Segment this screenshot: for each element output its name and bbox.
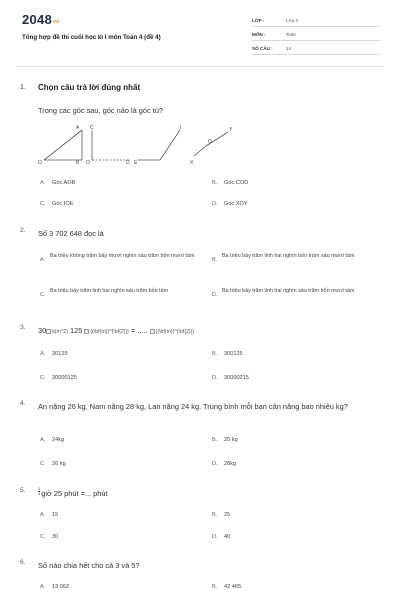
option-text: Góc COD	[224, 180, 249, 186]
option-label: D.	[212, 375, 218, 381]
broken-image-m2-b: {(\bf{m})^{\bf{2}}}	[150, 326, 195, 339]
option-text: 13 062	[52, 584, 70, 590]
q2-option-c[interactable]	[40, 287, 210, 307]
question-text	[38, 487, 368, 500]
broken-image-m2-a: {(\bf{m})^{\bf{2}}}	[84, 326, 129, 339]
q5-option-d[interactable]	[212, 534, 230, 540]
option-label: C.	[40, 534, 46, 540]
figure-label-c: C	[90, 125, 94, 131]
option-text: 300125	[224, 351, 243, 357]
option-label: A.	[40, 180, 46, 186]
figure-label-o1: O	[38, 160, 42, 166]
figure-label-o3: O	[208, 139, 212, 145]
meta-class	[252, 16, 380, 27]
document-title: Tổng hợp đề thi cuối học kì I môn Toán 4 (đề 4)	[22, 34, 161, 41]
figure-label-d: D	[126, 160, 130, 166]
option-label: C.	[40, 201, 46, 207]
header-divider	[16, 66, 384, 67]
option-label: A.	[40, 584, 46, 590]
option-text: Ba triệu bảy trăm linh hai nghìn bốn trăm sáu mươi tám	[222, 253, 355, 259]
q5-option-c[interactable]	[40, 534, 58, 540]
option-text: Ba triệu bảy trăm linh hai nghìn sáu trăm bốn mươi tám	[222, 288, 355, 294]
q1-option-b[interactable]	[212, 180, 248, 186]
q3-text-start: 30	[38, 326, 47, 335]
meta-count-key: SỐ CÂU :	[252, 46, 273, 51]
figure-label-x: X	[190, 160, 194, 166]
question-text: Số 3 702 648 đọc là	[38, 229, 104, 238]
fraction: $\frac{1}{4}$	[38, 486, 41, 496]
meta-class-key: LỚP :	[252, 18, 265, 23]
option-label: B.	[212, 180, 218, 186]
figure-label-y: Y	[229, 127, 233, 133]
option-label: B.	[212, 512, 218, 518]
q1-option-a[interactable]	[40, 180, 75, 186]
option-text: 25 kg	[224, 437, 238, 443]
q3-text-mid: 125	[67, 326, 85, 335]
question-number: 3.	[20, 324, 26, 331]
figure-label-b: B	[76, 160, 80, 166]
q4-option-a[interactable]	[40, 437, 64, 443]
angles-figure	[30, 120, 260, 176]
q3-option-a[interactable]	[40, 351, 68, 357]
option-text: 26 kg	[52, 461, 66, 467]
brand-suffix: vn	[53, 19, 60, 25]
question-number: 5.	[20, 487, 26, 494]
option-text: 42 465	[224, 584, 242, 590]
meta-subject-value: Toán	[286, 32, 296, 37]
option-label: C.	[40, 292, 46, 298]
option-text: Ba triệu bảy trăm linh hai nghìn sáu trăm bốn tám	[50, 288, 169, 294]
option-label: B.	[212, 437, 218, 443]
brand-name: 2048	[22, 12, 53, 27]
broken-image-km2: k{m^2}	[46, 326, 68, 339]
figure-label-a: A	[76, 125, 80, 131]
q2-option-a[interactable]	[40, 252, 210, 272]
q3-option-b[interactable]	[212, 351, 243, 357]
option-text: 24kg	[52, 437, 65, 443]
meta-subject	[252, 30, 380, 41]
option-label: D.	[212, 461, 218, 467]
option-label: D.	[212, 292, 218, 298]
q3-option-d[interactable]	[212, 375, 249, 381]
option-text: Góc AOB	[52, 180, 76, 186]
option-label: A.	[40, 437, 46, 443]
q6-option-b[interactable]	[212, 584, 241, 590]
option-label: C.	[40, 461, 46, 467]
meta-count-value: 14	[286, 46, 292, 51]
question-text	[38, 324, 368, 339]
figure-label-o2: O	[86, 160, 90, 166]
section-number: 1.	[20, 84, 26, 91]
option-text: 25	[224, 512, 231, 518]
option-text: 30000215	[224, 375, 249, 381]
q4-option-c[interactable]	[40, 461, 66, 467]
question-text: Số nào chia hết cho cả 3 và 5?	[38, 561, 140, 570]
q5-option-b[interactable]	[212, 512, 230, 518]
q1-option-d[interactable]	[212, 201, 248, 207]
q3-text-end: = .....	[128, 326, 150, 335]
figure-label-i: I	[180, 125, 182, 131]
option-label: B.	[212, 351, 218, 357]
option-label: B.	[212, 584, 218, 590]
option-text: 30125	[52, 351, 68, 357]
section-title: Chọn câu trả lời đúng nhất	[38, 83, 141, 92]
option-label: B.	[212, 257, 218, 263]
option-text: Góc IOE	[52, 201, 74, 207]
q5-option-a[interactable]	[40, 512, 58, 518]
q2-option-b[interactable]	[212, 252, 382, 272]
option-label: A.	[40, 351, 46, 357]
option-text: 15	[52, 512, 59, 518]
q1-option-c[interactable]	[40, 201, 73, 207]
option-text: 30	[52, 534, 59, 540]
option-label: A.	[40, 512, 46, 518]
option-text: 28kg	[224, 461, 237, 467]
q6-option-a[interactable]	[40, 584, 69, 590]
question-text: An nặng 26 kg, Nam nặng 28 kg, Lan nặng 24 kg. Trung bình mỗi bạn cân nặng bao nhiêu kg?	[38, 402, 348, 411]
broken-image-icon	[46, 329, 51, 334]
meta-subject-key: MÔN :	[252, 32, 266, 37]
option-text: 30000125	[52, 375, 77, 381]
q3-option-c[interactable]	[40, 375, 77, 381]
meta-class-value: Lớp 4	[286, 18, 298, 23]
question-number: 6.	[20, 559, 26, 566]
q4-option-d[interactable]	[212, 461, 236, 467]
option-label: D.	[212, 534, 218, 540]
meta-question-count	[252, 44, 380, 55]
q5-text: giờ 25 phút =... phút	[41, 489, 108, 498]
option-label: D.	[212, 201, 218, 207]
option-text: 40	[224, 534, 231, 540]
question-number: 4.	[20, 400, 26, 407]
option-label: C.	[40, 375, 46, 381]
q2-option-d[interactable]	[212, 287, 382, 307]
figure-label-e: E	[134, 160, 138, 166]
option-label: A.	[40, 257, 46, 263]
question-text: Trong các góc sau, góc nào là góc tù?	[38, 106, 164, 115]
brand-logo	[22, 12, 60, 27]
option-text: Ba triệu không trăm bảy mươi nghìn sáu trăm bốn mươi tám	[50, 253, 195, 259]
broken-image-icon	[150, 329, 155, 334]
question-number: 2.	[20, 227, 26, 234]
broken-image-icon	[84, 329, 89, 334]
option-text: Góc XOY	[224, 201, 248, 207]
q4-option-b[interactable]	[212, 437, 238, 443]
